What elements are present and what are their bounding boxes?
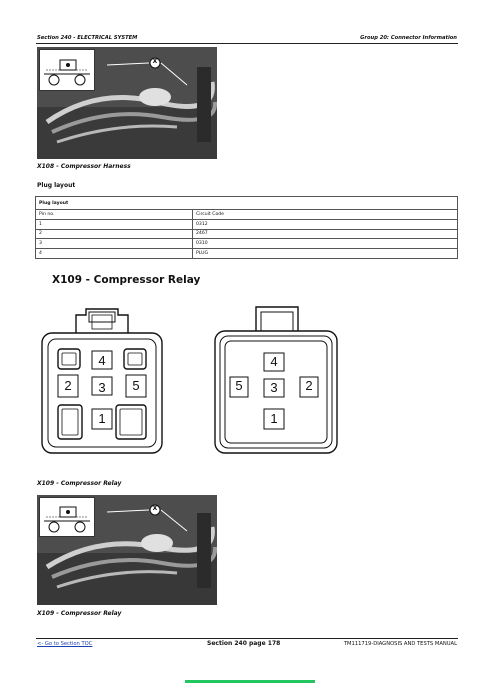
photo2-locator-thumbnail <box>39 497 95 537</box>
footer-manual-title: TM111719-DIAGNOSIS AND TESTS MANUAL <box>343 641 457 647</box>
cell-pin: 3 <box>36 239 193 249</box>
header-circuit: Circuit Code <box>193 210 458 220</box>
table-row <box>36 219 458 229</box>
left-pin-5: 5 <box>132 378 140 393</box>
photo2-callout: X <box>152 505 158 512</box>
cell-pin: 1 <box>36 219 193 229</box>
viewer-progress-bar <box>185 680 315 683</box>
photo1-callout: X <box>152 58 158 65</box>
footer-divider <box>36 638 458 639</box>
cell-circuit: 2467 <box>193 229 458 239</box>
caption-x108: X108 - Compressor Harness <box>37 163 131 170</box>
cell-circuit: PLUG <box>193 249 458 259</box>
tractor-locator-icon <box>40 498 94 536</box>
photo-compressor-harness <box>37 47 217 159</box>
table-row <box>36 239 458 249</box>
go-to-section-toc-link[interactable]: <- Go to Section TOC <box>37 641 93 647</box>
cell-pin: 2 <box>36 229 193 239</box>
header-pin: Pin no. <box>36 210 193 220</box>
plug-layout-table <box>35 196 458 259</box>
left-pin-4: 4 <box>98 353 106 368</box>
left-pin-3: 3 <box>98 380 106 395</box>
caption-x109-photo: X109 - Compressor Relay <box>37 610 122 617</box>
right-pin-2: 2 <box>305 378 313 393</box>
plug-layout-heading: Plug layout <box>37 182 76 189</box>
right-pin-4: 4 <box>270 354 278 369</box>
header-right: Group 20: Connector Information <box>360 35 457 41</box>
cell-circuit: 0312 <box>193 219 458 229</box>
section-title-x109: X109 - Compressor Relay <box>52 274 201 286</box>
photo1-locator-thumbnail <box>39 49 95 91</box>
table-row <box>36 229 458 239</box>
right-pin-5: 5 <box>235 378 243 393</box>
right-pin-3: 3 <box>270 380 278 395</box>
header-left: Section 240 - ELECTRICAL SYSTEM <box>37 35 138 41</box>
table-header-row <box>36 210 458 220</box>
caption-x109-diagram: X109 - Compressor Relay <box>37 480 122 487</box>
cell-pin: 4 <box>36 249 193 259</box>
photo-compressor-relay <box>37 495 217 605</box>
footer-page-number: Section 240 page 178 <box>207 640 281 647</box>
left-pin-2: 2 <box>64 378 72 393</box>
cell-circuit: 0310 <box>193 239 458 249</box>
right-pin-1: 1 <box>270 411 278 426</box>
table-title: Plug layout <box>36 197 458 210</box>
header-divider <box>36 43 458 44</box>
left-pin-1: 1 <box>98 411 106 426</box>
table-row <box>36 249 458 259</box>
tractor-locator-icon <box>40 50 94 90</box>
